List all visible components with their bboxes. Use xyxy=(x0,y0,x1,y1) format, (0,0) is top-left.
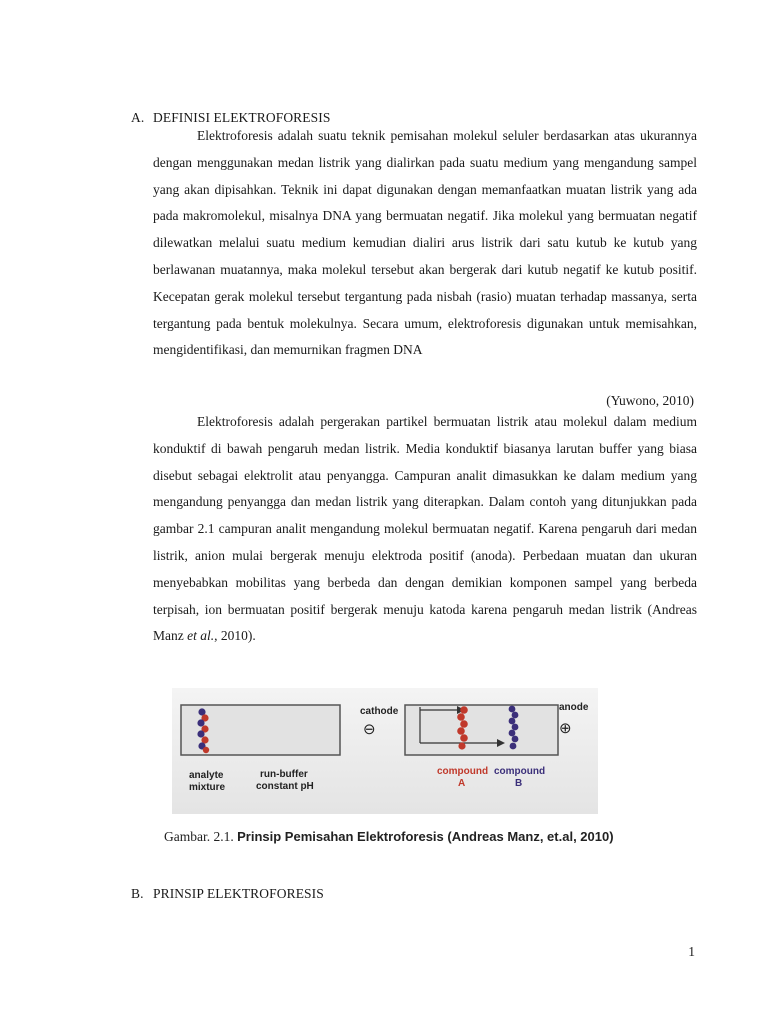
electrophoresis-figure xyxy=(172,688,598,814)
figure-diagram xyxy=(172,688,598,814)
label-compound-a-1: compound xyxy=(437,766,489,777)
figure-caption xyxy=(164,829,614,845)
section-b-heading xyxy=(131,886,324,902)
label-compound-b-2: B xyxy=(515,778,523,789)
label-compound-a-2: A xyxy=(458,778,466,789)
label-cathode: cathode xyxy=(360,706,399,717)
section-a-title: DEFINISI ELEKTROFORESIS xyxy=(153,110,331,125)
anode-symbol: ⊕ xyxy=(559,720,572,737)
paragraph-2-text: Elektroforesis adalah pergerakan partikel bermuatan listrik atau molekul dalam medium konduktif di bawah pengaruh medan listrik. Media konduktif biasanya larutan buffer yang biasa disebut sebagai elektrolit atau penyangga. Campuran analit dimasukkan ke dalam medium yang mengandung penyangga dan medan listrik yang diterapkan. Dalam contoh yang ditunjukkan pada gambar 2.1 campuran analit mengandung molekul bermuatan negatif. Karena pengaruh dari medan listrik, anion mulai bergerak menuju elektroda positif (anoda). Perbedaan muatan dan ukuran menyebabkan mobilitas yang berbeda dan dengan demikian komponen sampel yang berbeda terpisah, ion bermuatan positif bergerak menuju katoda karena pengaruh medan listrik (Andreas Manz xyxy=(153,414,697,644)
paragraph-2-end: , 2010). xyxy=(214,628,256,644)
section-b-title: PRINSIP ELEKTROFORESIS xyxy=(153,886,324,901)
section-a-letter: A. xyxy=(131,110,145,125)
label-analyte-1: analyte xyxy=(189,770,224,781)
paragraph-2 xyxy=(153,409,697,650)
label-compound-b-1: compound xyxy=(494,766,546,777)
paragraph-1 xyxy=(153,123,697,364)
caption-prefix: Gambar. 2.1. xyxy=(164,829,238,844)
label-analyte-2: mixture xyxy=(189,782,226,793)
caption-title: Prinsip Pemisahan Elektroforesis (Andreas Manz, et.al, 2010) xyxy=(237,829,614,844)
section-b-letter: B. xyxy=(131,886,144,901)
paragraph-2-italic: et al. xyxy=(187,628,215,644)
label-anode: anode xyxy=(559,702,589,713)
label-buffer-1: run-buffer xyxy=(260,769,308,780)
paragraph-1-text: Elektroforesis adalah suatu teknik pemisahan molekul seluler berdasarkan atas ukurannya dengan menggunakan medan listrik yang dialirkan pada suatu medium yang mengandung sampel yang akan dipisahkan. Teknik ini dapat digunakan dengan memanfaatkan muatan listrik yang ada pada makromolekul, misalnya DNA yang bermuatan negatif. Jika molekul yang bermuatan negatif dilewatkan melalui suatu medium kemudian dialiri arus listrik dari satu kutub ke kutub yang berlawanan muatannya, maka molekul tersebut akan bergerak dari kutub negatif ke kutub positif. Kecepatan gerak molekul tersebut tergantung pada nisbah (rasio) muatan terhadap massanya, serta tergantung pada bentuk molekulnya. Secara umum, elektroforesis digunakan untuk memisahkan, mengidentifikasi, dan memurnikan fragmen DNA xyxy=(153,128,697,358)
right-chamber xyxy=(405,705,558,755)
citation-yuwono: (Yuwono, 2010) xyxy=(606,393,694,408)
page-number: 1 xyxy=(688,944,695,959)
label-buffer-2: constant pH xyxy=(256,781,314,792)
cathode-symbol: ⊖ xyxy=(363,721,376,738)
